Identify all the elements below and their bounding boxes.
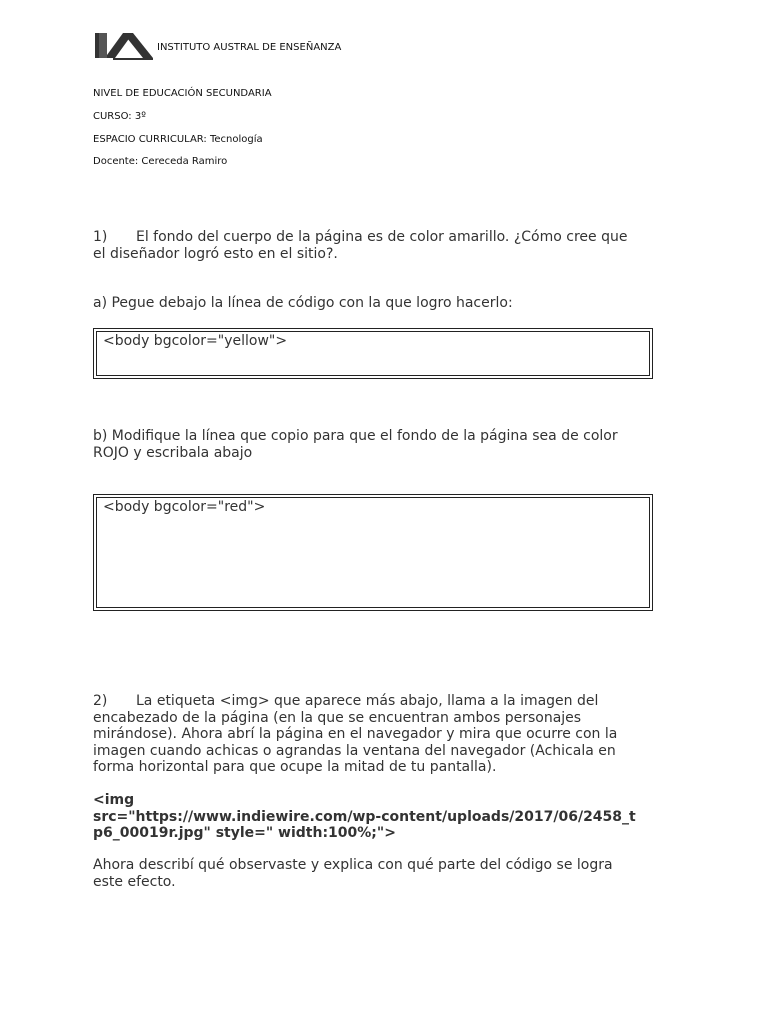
question-1-text-line2: el diseñador logró esto en el sitio?.	[93, 245, 338, 262]
question-1-text-line1: El fondo del cuerpo de la página es de color amarillo. ¿Cómo cree que	[136, 229, 628, 245]
meta-nivel: NIVEL DE EDUCACIÓN SECUNDARIA	[93, 88, 272, 99]
question-1	[93, 229, 673, 262]
institution-name: INSTITUTO AUSTRAL DE ENSEÑANZA	[157, 42, 342, 53]
meta-curso: CURSO: 3º	[93, 111, 146, 122]
question-2-text-line3: mirándose). Ahora abrí la página en el navegador y mira que ocurre con la	[93, 726, 618, 742]
meta-espacio: ESPACIO CURRICULAR: Tecnología	[93, 134, 263, 145]
question-2-text-line5: forma horizontal para que ocupe la mitad de tu pantalla).	[93, 759, 497, 775]
question-1b-prompt-line2: ROJO y escribala abajo	[93, 444, 253, 461]
question-2-text-line4: imagen cuando achicas o agrandas la ventana del navegador (Achicala en	[93, 742, 616, 759]
question-1b-prompt	[93, 428, 673, 461]
question-1a-prompt: a) Pegue debajo la línea de código con la que logro hacerlo:	[93, 295, 513, 311]
followup-line2: este efecto.	[93, 873, 176, 890]
institute-logo-icon	[93, 31, 155, 61]
answer-a-text: <body bgcolor="yellow">	[96, 331, 650, 376]
answer-box-b[interactable]	[93, 494, 653, 611]
question-2-number: 2)	[93, 693, 108, 709]
question-2	[93, 693, 673, 776]
img-code-snippet	[93, 792, 673, 842]
question-2-text-line2: encabezado de la página (en la que se encuentran ambos personajes	[93, 709, 582, 726]
question-2-text-line1: La etiqueta <img> que aparece más abajo, llama a la imagen del	[136, 693, 599, 709]
followup-line1: Ahora describí qué observaste y explica con qué parte del código se logra	[93, 857, 613, 873]
code-line2: src="https://www.indiewire.com/wp-content/uploads/2017/06/2458_t	[93, 808, 636, 825]
question-1-number: 1)	[93, 229, 108, 245]
answer-box-a[interactable]	[93, 328, 653, 379]
question-1b-prompt-line1: b) Modifique la línea que copio para que el fondo de la página sea de color	[93, 428, 618, 444]
question-2-followup	[93, 857, 673, 890]
answer-b-text: <body bgcolor="red">	[96, 497, 650, 608]
code-line3: p6_00019r.jpg" style=" width:100%;">	[93, 825, 396, 841]
code-line1: <img	[93, 792, 135, 808]
meta-docente: Docente: Cereceda Ramiro	[93, 156, 228, 167]
